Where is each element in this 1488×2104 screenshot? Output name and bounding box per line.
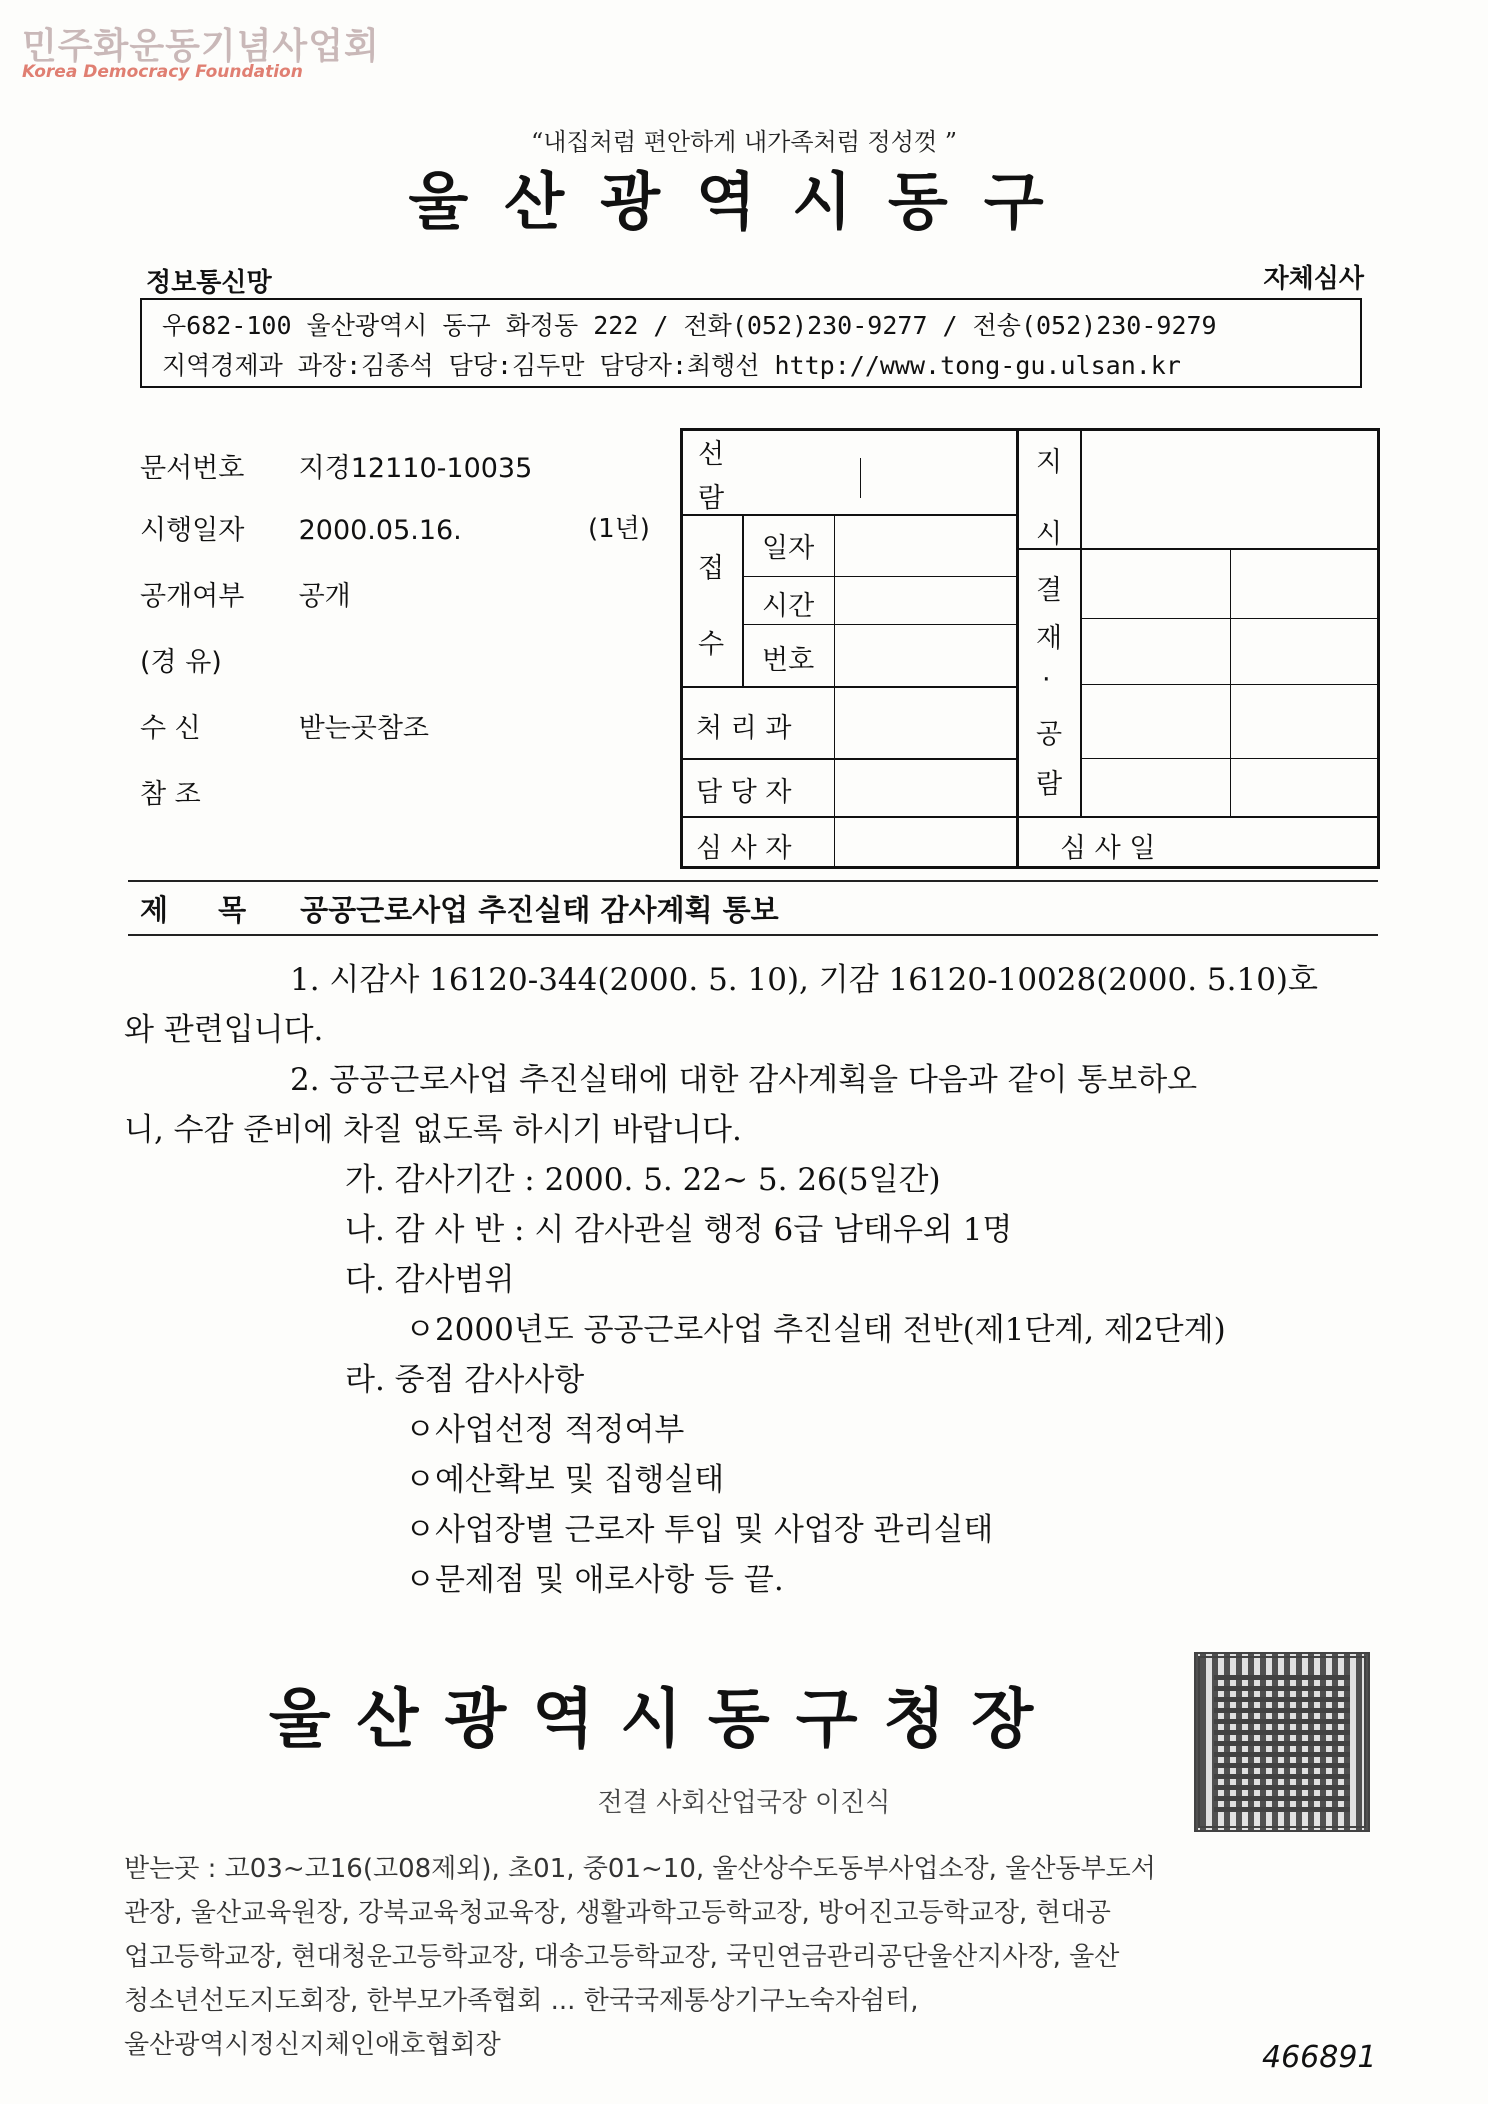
date-label: 시행일자 bbox=[140, 515, 245, 546]
recipients-line-4: 청소년선도지도회장, 한부모가족협회 ... 한국국제통상기구노숙자쉼터, bbox=[124, 1986, 919, 2016]
subject-label: 제 목 bbox=[140, 893, 267, 927]
processing-dept-label: 처 리 과 bbox=[696, 713, 792, 744]
date-row bbox=[140, 508, 462, 547]
seonram-label-2: 람 bbox=[698, 483, 725, 514]
date-value: 2000.05.16. bbox=[298, 515, 462, 546]
self-review-label: 자체심사 bbox=[1263, 264, 1364, 294]
subject-row bbox=[140, 888, 779, 929]
seonram-label-1: 선 bbox=[698, 439, 725, 470]
network-label: 정보통신망 bbox=[146, 268, 272, 298]
reference-label: 참 조 bbox=[140, 779, 201, 810]
slogan: “내집처럼 편안하게 내가족처럼 정성껏 ” bbox=[531, 128, 957, 156]
foundation-watermark-korean: 민주화운동기념사업회 bbox=[22, 26, 380, 67]
beonho-label: 번호 bbox=[762, 645, 815, 676]
item-da: 다. 감사범위 bbox=[345, 1262, 515, 1298]
delegated-decision: 전결 사회산업국장 이진식 bbox=[597, 1788, 891, 1818]
disclosure-row bbox=[140, 574, 351, 613]
signatory-title: 울산광역시동구청장 bbox=[268, 1682, 1060, 1757]
ram-label: 람 bbox=[1036, 769, 1063, 800]
sigan-label: 시간 bbox=[762, 591, 815, 622]
item-da-1: ㅇ2000년도 공공근로사업 추진실태 전반(제1단계, 제2단계) bbox=[405, 1312, 1226, 1348]
archive-number: 466891 bbox=[1262, 2040, 1377, 2075]
recipient-value: 받는곳참조 bbox=[298, 713, 430, 744]
paragraph-1-line-2: 와 관련입니다. bbox=[124, 1012, 324, 1048]
dot-label: · bbox=[1042, 664, 1051, 695]
recipients-line-2: 관장, 울산교육원장, 강북교육청교육장, 생활과학고등학교장, 방어진고등학교장, 현대공 bbox=[124, 1898, 1111, 1928]
item-ra-4: ㅇ문제점 및 애로사항 등 끝. bbox=[405, 1562, 784, 1598]
via-label: (경 유) bbox=[140, 647, 222, 678]
recipients-line-3: 업고등학교장, 현대청운고등학교장, 대송고등학교장, 국민연금관리공단울산지사장, 울산 bbox=[124, 1942, 1120, 1972]
approval-grid bbox=[680, 428, 1380, 868]
item-ra-2: ㅇ예산확보 및 집행실태 bbox=[405, 1462, 725, 1498]
paragraph-2-line-2: 니, 수감 준비에 차질 없도록 하시기 바랍니다. bbox=[124, 1112, 742, 1148]
doc-number-value: 지경12110-10035 bbox=[298, 453, 533, 484]
department-line: 지역경제과 과장:김종석 담당:김두만 담당자:최행선 http://www.tong-gu.ulsan.kr bbox=[162, 351, 1181, 380]
ji-label: 지 bbox=[1036, 447, 1063, 478]
jae-label: 재 bbox=[1036, 623, 1063, 654]
paragraph-2-line-1: 2. 공공근로사업 추진실태에 대한 감사계획을 다음과 같이 통보하오 bbox=[290, 1062, 1198, 1098]
subject-rule-bottom bbox=[128, 934, 1378, 936]
item-ra-3: ㅇ사업장별 근로자 투입 및 사업장 관리실태 bbox=[405, 1512, 994, 1548]
foundation-watermark-english: Korea Democracy Foundation bbox=[22, 62, 303, 82]
doc-number-label: 문서번호 bbox=[140, 453, 245, 484]
disclosure-label: 공개여부 bbox=[140, 581, 245, 612]
reviewer-label: 심 사 자 bbox=[696, 833, 792, 864]
item-na: 나. 감 사 반 : 시 감사관실 행정 6급 남태우외 1명 bbox=[345, 1212, 1013, 1248]
address-box bbox=[140, 298, 1362, 388]
recipient-label: 수 신 bbox=[140, 713, 201, 744]
review-date-label: 심 사 일 bbox=[1060, 833, 1156, 864]
recipients-line-5: 울산광역시정신지체인애호협회장 bbox=[124, 2030, 501, 2060]
staff-label: 담 당 자 bbox=[696, 777, 792, 808]
recipient-row bbox=[140, 706, 429, 745]
ilja-label: 일자 bbox=[762, 533, 815, 564]
retention-period: (1년) bbox=[588, 514, 650, 544]
disclosure-value: 공개 bbox=[298, 581, 351, 612]
subject-rule-top bbox=[128, 880, 1378, 882]
paragraph-1-line-1: 1. 시감사 16120-344(2000. 5. 10), 기감 16120-10028(2000. 5.10)호 bbox=[290, 962, 1318, 998]
gyeol-label: 결 bbox=[1036, 575, 1063, 606]
issuing-organization: 울산광역시동구 bbox=[408, 165, 1080, 238]
jeop-label: 접 bbox=[698, 553, 725, 584]
recipients-line-1: 받는곳 : 고03~고16(고08제외), 초01, 중01~10, 울산상수도동부사업소장, 울산동부도서 bbox=[124, 1854, 1156, 1884]
doc-number-row bbox=[140, 446, 532, 485]
subject-text: 공공근로사업 추진실태 감사계획 통보 bbox=[300, 893, 779, 927]
address-line: 우682-100 울산광역시 동구 화정동 222 / 전화(052)230-9277 / 전송(052)230-9279 bbox=[162, 311, 1217, 340]
gong-label: 공 bbox=[1036, 719, 1063, 750]
su-label: 수 bbox=[698, 629, 725, 660]
si-label: 시 bbox=[1036, 519, 1063, 550]
item-ra: 라. 중점 감사사항 bbox=[345, 1362, 585, 1398]
item-ra-1: ㅇ사업선정 적정여부 bbox=[405, 1412, 685, 1448]
item-ga: 가. 감사기간 : 2000. 5. 22~ 5. 26(5일간) bbox=[345, 1162, 941, 1198]
